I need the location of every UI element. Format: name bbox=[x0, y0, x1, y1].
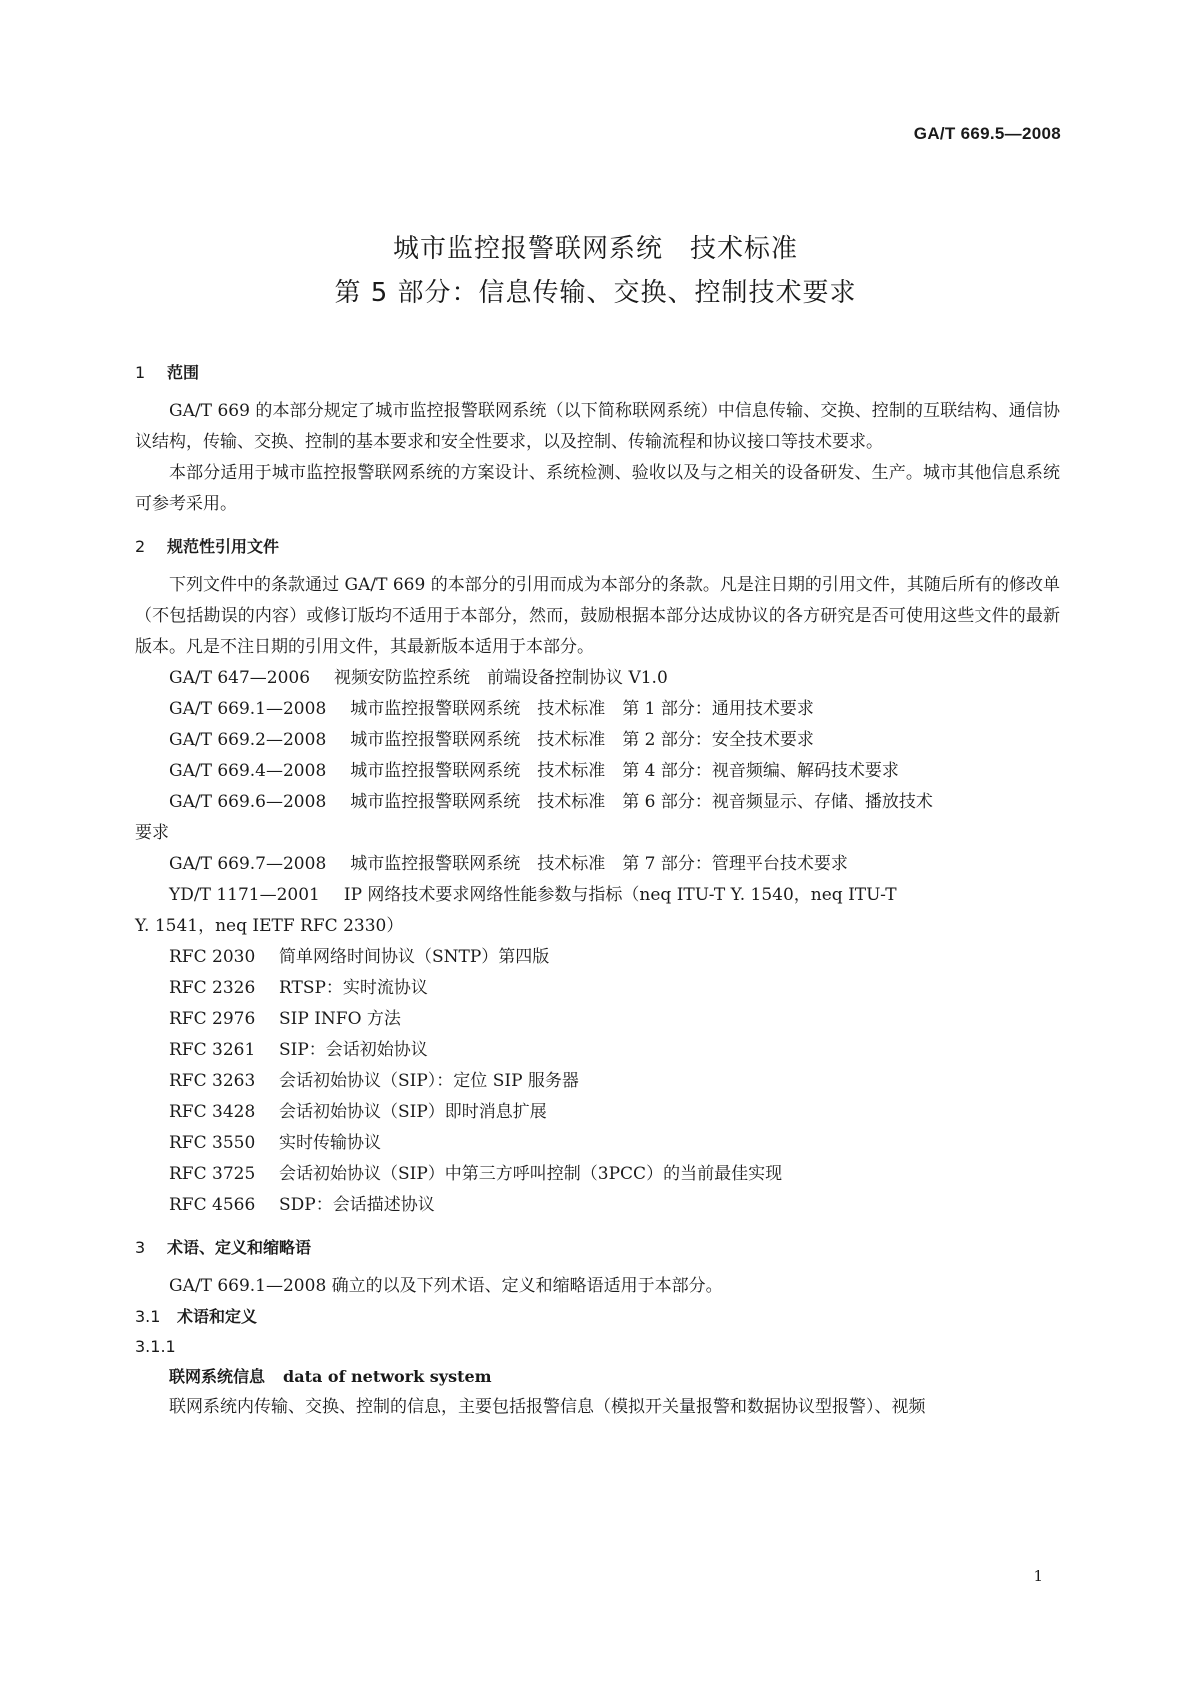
rfc-title: SIP INFO 方法 bbox=[279, 1009, 401, 1029]
rfc-title: 实时传输协议 bbox=[279, 1133, 381, 1153]
subsection-heading-terms-and-definitions bbox=[135, 1302, 1060, 1332]
reference-code: GA/T 669.2—2008 bbox=[169, 730, 327, 750]
rfc-title: 简单网络时间协议（SNTP）第四版 bbox=[279, 947, 550, 967]
rfc-reference-item bbox=[135, 1097, 1060, 1128]
rfc-reference-item bbox=[135, 1190, 1060, 1221]
rfc-title: 会话初始协议（SIP）即时消息扩展 bbox=[279, 1102, 547, 1122]
reference-title-continuation: 要求 bbox=[135, 823, 169, 843]
section-title: 术语、定义和缩略语 bbox=[167, 1238, 312, 1257]
section-title: 规范性引用文件 bbox=[167, 537, 280, 556]
rfc-code: RFC 3263 bbox=[169, 1071, 256, 1091]
rfc-title: 会话初始协议（SIP）：定位 SIP 服务器 bbox=[279, 1071, 579, 1091]
reference-code: GA/T 669.6—2008 bbox=[169, 792, 327, 812]
scope-paragraph-1: GA/T 669 的本部分规定了城市监控报警联网系统（以下简称联网系统）中信息传输、交换、控制的互联结构、通信协议结构，传输、交换、控制的基本要求和安全性要求，以及控制、传输流程和协议接口等技术要求。 bbox=[135, 401, 1060, 452]
terms-intro-paragraph: GA/T 669.1—2008 确立的以及下列术语、定义和缩略语适用于本部分。 bbox=[169, 1276, 723, 1296]
reference-item bbox=[135, 880, 1060, 911]
subsection-number: 3.1 bbox=[135, 1307, 161, 1326]
reference-title: IP 网络技术要求网络性能参数与指标（neq ITU-T Y. 1540，neq ITU-T bbox=[343, 885, 897, 905]
rfc-code: RFC 3550 bbox=[169, 1133, 256, 1153]
reference-code: GA/T 669.4—2008 bbox=[169, 761, 327, 781]
reference-item bbox=[135, 725, 1060, 756]
document-title-line2: 第 5 部分：信息传输、交换、控制技术要求 bbox=[334, 278, 857, 308]
term-definition: 联网系统内传输、交换、控制的信息，主要包括报警信息（模拟开关量报警和数据协议型报警）、视频 bbox=[169, 1397, 926, 1417]
term-entry bbox=[135, 1362, 1060, 1392]
rfc-reference-item bbox=[135, 1004, 1060, 1035]
rfc-code: RFC 3428 bbox=[169, 1102, 256, 1122]
rfc-reference-item bbox=[135, 1159, 1060, 1190]
section-number: 2 bbox=[135, 537, 146, 556]
subsection-title: 术语和定义 bbox=[177, 1307, 258, 1326]
rfc-title: 会话初始协议（SIP）中第三方呼叫控制（3PCC）的当前最佳实现 bbox=[279, 1164, 783, 1184]
reference-title-continuation: Y. 1541，neq IETF RFC 2330） bbox=[135, 916, 404, 936]
standard-code-header: GA/T 669.5—2008 bbox=[913, 124, 1061, 143]
section-number: 1 bbox=[135, 363, 146, 382]
document-body bbox=[135, 362, 1060, 1423]
rfc-code: RFC 4566 bbox=[169, 1195, 256, 1215]
rfc-code: RFC 2326 bbox=[169, 978, 256, 998]
page-number: 1 bbox=[1033, 1567, 1043, 1585]
section-heading-normative-references bbox=[135, 536, 1060, 558]
section-number: 3 bbox=[135, 1238, 146, 1257]
rfc-title: SDP：会话描述协议 bbox=[279, 1195, 435, 1215]
scope-paragraph-2: 本部分适用于城市监控报警联网系统的方案设计、系统检测、验收以及与之相关的设备研发、生产。城市其他信息系统可参考采用。 bbox=[135, 463, 1060, 514]
references-intro-paragraph: 下列文件中的条款通过 GA/T 669 的本部分的引用而成为本部分的条款。凡是注日期的引用文件，其随后所有的修改单（不包括勘误的内容）或修订版均不适用于本部分，然而，鼓励根据本部分达成协议的各方研究是否可使用这些文件的最新版本。凡是不注日期的引用文件，其最新版本适用于本部分。 bbox=[135, 575, 1060, 657]
rfc-code: RFC 3725 bbox=[169, 1164, 256, 1184]
reference-item bbox=[135, 787, 1060, 818]
section-title: 范围 bbox=[167, 363, 200, 382]
reference-title: 城市监控报警联网系统 技术标准 第 1 部分：通用技术要求 bbox=[350, 699, 814, 719]
rfc-reference-item bbox=[135, 1066, 1060, 1097]
reference-item bbox=[135, 694, 1060, 725]
reference-code: YD/T 1171—2001 bbox=[169, 885, 320, 905]
reference-item bbox=[135, 849, 1060, 880]
rfc-reference-item bbox=[135, 1128, 1060, 1159]
reference-title: 城市监控报警联网系统 技术标准 第 4 部分：视音频编、解码技术要求 bbox=[350, 761, 899, 781]
reference-item bbox=[135, 663, 1060, 694]
rfc-title: SIP：会话初始协议 bbox=[279, 1040, 428, 1060]
reference-code: GA/T 669.1—2008 bbox=[169, 699, 327, 719]
rfc-reference-item bbox=[135, 1035, 1060, 1066]
section-heading-scope bbox=[135, 362, 1060, 384]
subsection-number-3-1-1: 3.1.1 bbox=[135, 1337, 176, 1356]
reference-title: 视频安防监控系统 前端设备控制协议 V1.0 bbox=[334, 668, 668, 688]
term-english: data of network system bbox=[283, 1367, 492, 1386]
rfc-code: RFC 2976 bbox=[169, 1009, 256, 1029]
reference-title: 城市监控报警联网系统 技术标准 第 7 部分：管理平台技术要求 bbox=[350, 854, 848, 874]
reference-title: 城市监控报警联网系统 技术标准 第 2 部分：安全技术要求 bbox=[350, 730, 814, 750]
document-title-line1: 城市监控报警联网系统 技术标准 bbox=[392, 234, 798, 264]
rfc-code: RFC 3261 bbox=[169, 1040, 256, 1060]
term-chinese: 联网系统信息 bbox=[169, 1367, 266, 1386]
rfc-reference-item bbox=[135, 973, 1060, 1004]
rfc-code: RFC 2030 bbox=[169, 947, 256, 967]
rfc-reference-item bbox=[135, 942, 1060, 973]
rfc-title: RTSP：实时流协议 bbox=[279, 978, 428, 998]
section-heading-terms bbox=[135, 1237, 1060, 1259]
reference-title: 城市监控报警联网系统 技术标准 第 6 部分：视音频显示、存储、播放技术 bbox=[350, 792, 933, 812]
reference-item bbox=[135, 756, 1060, 787]
reference-code: GA/T 669.7—2008 bbox=[169, 854, 327, 874]
reference-code: GA/T 647—2006 bbox=[169, 668, 311, 688]
